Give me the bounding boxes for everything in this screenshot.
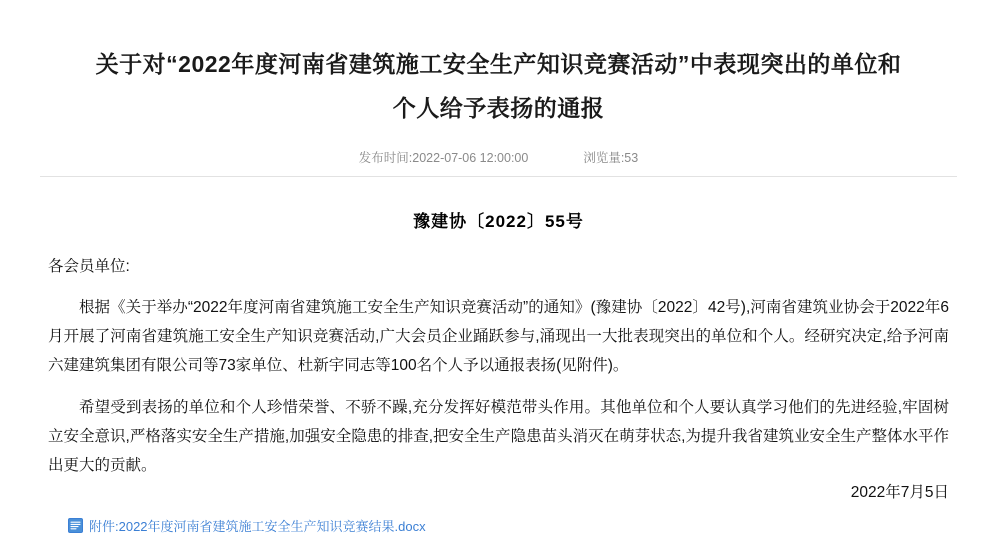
salutation: 各会员单位: — [48, 258, 130, 275]
page-title: 关于对“2022年度河南省建筑施工安全生产知识竞赛活动”中表现突出的单位和个人给予表扬的通报 — [95, 51, 902, 121]
document-number: 豫建协〔2022〕55号 — [413, 212, 584, 231]
attachment-link[interactable]: 附件:2022年度河南省建筑施工安全生产知识竞赛结果.docx — [89, 519, 426, 534]
view-count: 浏览量:53 — [583, 151, 639, 165]
attachment-row[interactable] — [40, 516, 957, 535]
paragraph-2: 希望受到表扬的单位和个人珍惜荣誉、不骄不躁,充分发挥好模范带头作用。其他单位和个人要认真学习他们的先进经验,牢固树立安全意识,严格落实安全生产措施,加强安全隐患的排查,把安全生产隐患苗头消灭在萌芽状态,为提升我省建筑业安全生产整体水平作出更大的贡献。 — [48, 399, 949, 474]
word-document-icon — [68, 518, 83, 533]
sign-date: 2022年7月5日 — [850, 484, 949, 501]
publish-time: 发布时间:2022-07-06 12:00:00 — [358, 151, 529, 165]
document-meta-bar — [40, 148, 957, 177]
paragraph-1: 根据《关于举办“2022年度河南省建筑施工安全生产知识竞赛活动”的通知》(豫建协〔2022〕42号),河南省建筑业协会于2022年6月开展了河南省建筑施工安全生产知识竞赛活动,广大会员企业踊跃参与,涌现出一大批表现突出的单位和个人。经研究决定,给予河南六建建筑集团有限公司等73家单位、杜新宇同志等100名个人予以通报表扬(见附件)。 — [48, 299, 949, 374]
document-body — [40, 254, 957, 480]
